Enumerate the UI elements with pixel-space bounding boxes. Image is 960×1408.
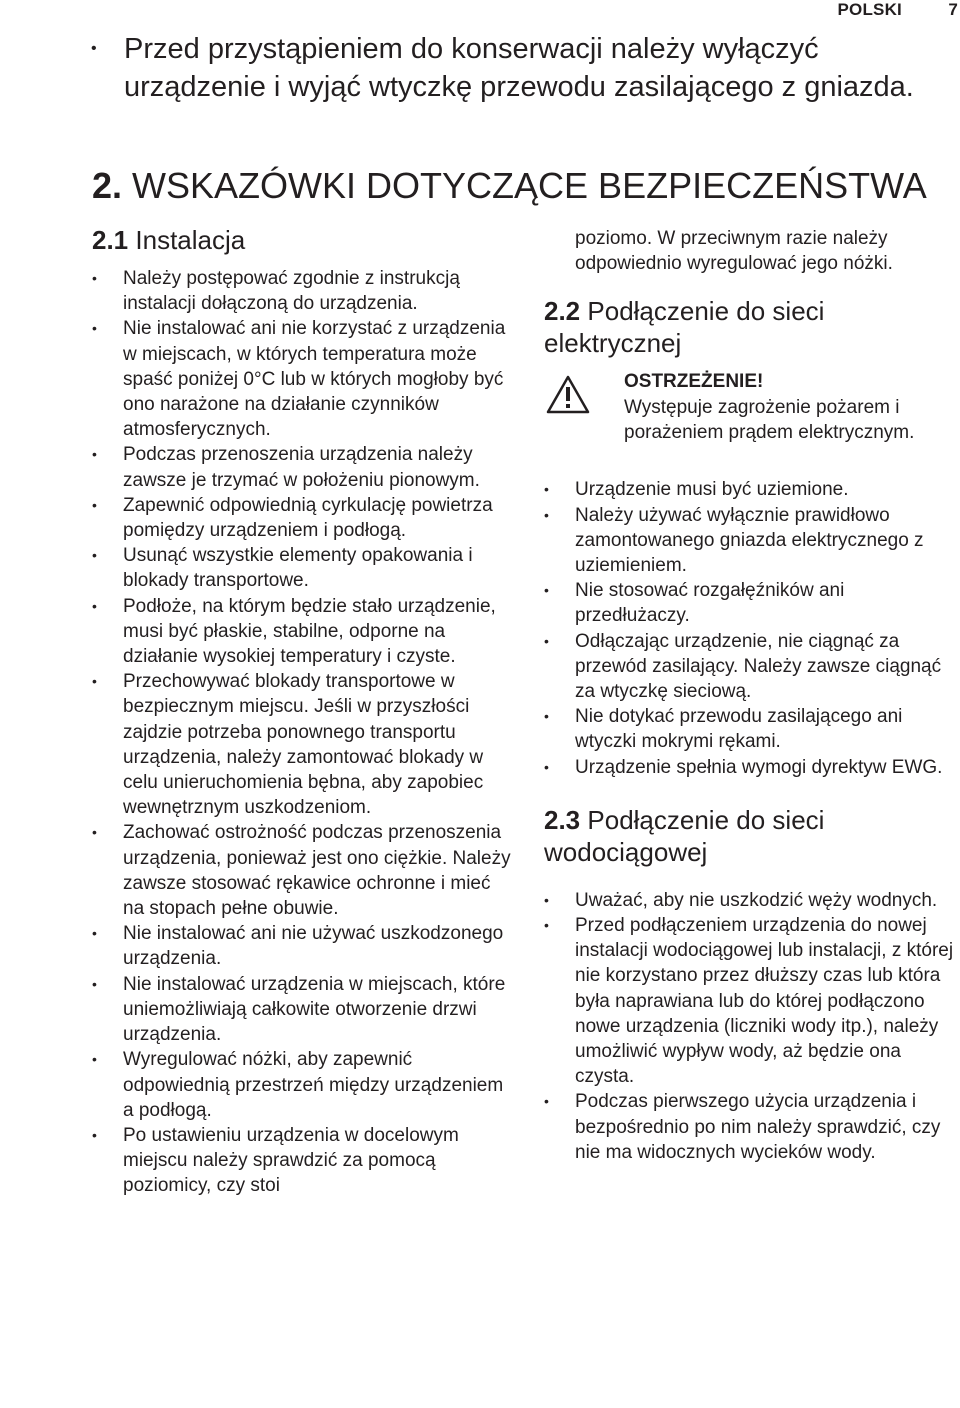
list-item: • Podłoże, na którym będzie stało urządzenie, musi być płaskie, stabilne, odporne na działanie wysokiej temperatury i czyste. bbox=[123, 594, 512, 670]
water-list bbox=[575, 888, 960, 1165]
warning-box bbox=[544, 369, 960, 477]
language-label: POLSKI bbox=[837, 0, 902, 19]
section-number: 2. bbox=[92, 165, 123, 206]
list-item: • Przed podłączeniem urządzenia do nowej instalacji wodociągowej lub instalacji, z której nie korzystano przez dłuższy czas lub która była naprawiana lub do której podłączono nowe urządzenia (liczniki wody itp.), należy umożliwić wypływ wody, aż będzie ona czysta. bbox=[575, 913, 960, 1089]
section-title bbox=[92, 165, 927, 207]
subsection-title-text: Podłączenie do sieci wodociągowej bbox=[544, 804, 825, 867]
warning-triangle-icon bbox=[546, 375, 590, 415]
list-item: • Przechowywać blokady transportowe w bezpiecznym miejscu. Jeśli w przyszłości zajdzie potrzeba ponownego transportu urządzenia, należy zamontować blokady w celu unieruchomienia bębna, aby zapobiec wewnętrznym uszkodzeniom. bbox=[123, 669, 512, 820]
subsection-title-text: Instalacja bbox=[135, 225, 246, 255]
list-item: • Odłączając urządzenie, nie ciągnąć za przewód zasilający. Należy zawsze ciągnąć za wtyczkę sieciową. bbox=[575, 629, 960, 705]
right-column bbox=[544, 226, 960, 1165]
electrical-list bbox=[575, 477, 960, 779]
list-item: • Nie instalować ani nie korzystać z urządzenia w miejscach, w których temperatura może spaść poniżej 0°C lub w których mogłoby być ono narażone na działanie czynników atmosferycznych. bbox=[123, 316, 512, 442]
list-item: • Uważać, aby nie uszkodzić węży wodnych. bbox=[575, 888, 960, 913]
list-item: • Należy postępować zgodnie z instrukcją instalacji dołączoną do urządzenia. bbox=[123, 266, 512, 316]
subsection-title-2-3 bbox=[544, 804, 960, 868]
list-item: • Wyregulować nóżki, aby zapewnić odpowiednią przestrzeń między urządzeniem a podłogą. bbox=[123, 1047, 512, 1123]
list-item: • Urządzenie spełnia wymogi dyrektyw EWG. bbox=[575, 755, 960, 780]
list-item: • Zapewnić odpowiednią cyrkulację powietrza pomiędzy urządzeniem i podłogą. bbox=[123, 493, 512, 543]
section-title-text: WSKAZÓWKI DOTYCZĄCE BEZPIECZEŃSTWA bbox=[132, 165, 927, 206]
subsection-title-text: Podłączenie do sieci elektrycznej bbox=[544, 296, 825, 359]
list-item: • Należy używać wyłącznie prawidłowo zamontowanego gniazda elektrycznego z uziemieniem. bbox=[575, 503, 960, 579]
list-item: • Zachować ostrożność podczas przenoszenia urządzenia, ponieważ jest ono ciężkie. Należy zawsze stosować rękawice ochronne i mieć na stopach pełne obuwie. bbox=[123, 820, 512, 921]
page-number: 7 bbox=[948, 0, 958, 19]
list-item: • Nie instalować ani nie używać uszkodzonego urządzenia. bbox=[123, 921, 512, 971]
installation-continuation: poziomo. W przeciwnym razie należy odpowiednio wyregulować jego nóżki. bbox=[575, 228, 893, 275]
warning-text-block bbox=[624, 369, 924, 445]
list-item: • Podczas pierwszego użycia urządzenia i bezpośrednio po nim należy sprawdzić, czy nie ma widocznych wycieków wody. bbox=[575, 1089, 960, 1165]
list-item: • Nie dotykać przewodu zasilającego ani wtyczki mokrymi rękami. bbox=[575, 704, 960, 754]
intro-list bbox=[124, 30, 954, 106]
subsection-number: 2.3 bbox=[544, 804, 581, 835]
installation-list bbox=[123, 266, 512, 1199]
warning-text: Występuje zagrożenie pożarem i porażeniem prądem elektrycznym. bbox=[624, 396, 915, 443]
subsection-title-2-1 bbox=[92, 224, 512, 256]
warning-title: OSTRZEŻENIE! bbox=[624, 371, 764, 393]
list-item: • Usunąć wszystkie elementy opakowania i blokady transportowe. bbox=[123, 543, 512, 593]
subsection-number: 2.2 bbox=[544, 296, 581, 327]
left-column bbox=[92, 224, 512, 1199]
list-item: • Podczas przenoszenia urządzenia należy zawsze je trzymać w położeniu pionowym. bbox=[123, 442, 512, 492]
list-item: • Urządzenie musi być uziemione. bbox=[575, 477, 960, 502]
subsection-title-2-2 bbox=[544, 295, 960, 359]
subsection-number: 2.1 bbox=[92, 225, 129, 255]
list-item: • Nie stosować rozgałęźników ani przedłużaczy. bbox=[575, 578, 960, 628]
list-item: • Nie instalować urządzenia w miejscach, które uniemożliwiają całkowite otworzenie drzwi urządzenia. bbox=[123, 972, 512, 1048]
list-item: • Przed przystąpieniem do konserwacji należy wyłączyć urządzenie i wyjąć wtyczkę przewodu zasilającego z gniazda. bbox=[124, 30, 954, 106]
list-item: • Po ustawieniu urządzenia w docelowym miejscu należy sprawdzić za pomocą poziomicy, czy stoi bbox=[123, 1123, 512, 1199]
